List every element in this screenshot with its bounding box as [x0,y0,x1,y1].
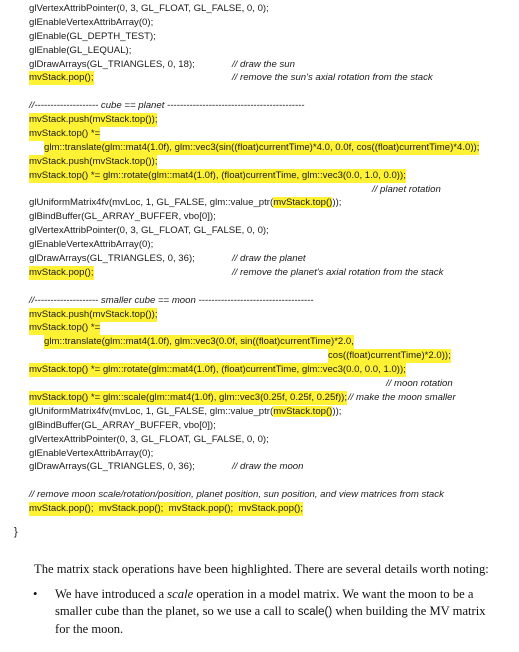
code-line [0,280,519,294]
code-line [0,502,519,516]
code-text: mvStack.top() *= glm::rotate(glm::mat4(1.0f), (float)currentTime, glm::vec3(0.0, 0.0, 1.0)); [29,364,406,376]
code-text: )); [332,197,342,209]
code-line [0,113,519,127]
code-line [0,224,519,238]
code-line [0,474,519,488]
code-text: glm::translate(glm::mat4(1.0f), glm::vec3(sin((float)currentTime)*4.0, 0.0f, cos((float)currentTime)*4.0)); [44,141,480,153]
bullet-text: We have introduced a [55,587,168,601]
code-line [0,127,519,141]
code-line [0,266,519,280]
code-line [0,419,519,433]
code-text: mvStack.top() *= [29,322,101,334]
code-text: glVertexAttribPointer(0, 3, GL_FLOAT, GL_FALSE, 0, 0); [29,433,269,445]
code-line [0,169,519,183]
code-text: glVertexAttribPointer(0, 3, GL_FLOAT, GL_FALSE, 0, 0); [29,3,269,14]
paragraph: The matrix stack operations have been highlighted. There are several details worth noting: [34,562,489,576]
code-text: mvStack.push(mvStack.top()); [29,308,158,320]
code-highlight: mvStack.top() [273,197,333,209]
code-line [0,349,519,363]
code-line [0,155,519,169]
code-text: mvStack.push(mvStack.top()); [29,155,158,167]
code-line [0,308,519,322]
code-line [0,488,519,502]
code-line [0,405,519,419]
code-line [0,460,519,474]
code-line [0,71,519,85]
code-line [0,238,519,252]
code-line [0,44,519,58]
bullet-icon: • [33,587,38,601]
code-comment: // planet rotation [372,183,441,195]
code-line [0,183,519,197]
code-text: glVertexAttribPointer(0, 3, GL_FLOAT, GL_FALSE, 0, 0); [29,225,269,237]
code-line [0,321,519,335]
code-text: mvStack.pop(); [29,72,94,84]
code-comment: // draw the planet [232,253,306,265]
code-text: )); [332,405,342,417]
code-line [0,85,519,99]
code-text: glDrawArrays(GL_TRIANGLES, 0, 36); [29,253,195,265]
code-text: glUniformMatrix4fv(mvLoc, 1, GL_FALSE, glm::value_ptr( [29,405,274,417]
code-text: glDrawArrays(GL_TRIANGLES, 0, 36); [29,461,195,473]
code-text: glm::translate(glm::mat4(1.0f), glm::vec3(0.0f, sin((float)currentTime)*2.0, [44,336,354,348]
code-text: glDrawArrays(GL_TRIANGLES, 0, 18); [29,58,195,70]
code-line [0,30,519,44]
code-line [0,141,519,155]
code-text-group [29,196,341,210]
code-line [0,210,519,224]
code-line [0,294,519,308]
bullet-item [13,586,501,638]
code-line [0,2,519,16]
code-text: mvStack.pop(); mvStack.pop(); mvStack.pop(); mvStack.pop(); [29,503,304,515]
code-line [0,99,519,113]
code-text: mvStack.top() *= [29,128,101,140]
code-line [0,335,519,349]
code-line [0,16,519,30]
code-line [0,447,519,461]
inline-code: scale() [297,606,333,618]
code-text: mvStack.top() *= glm::scale(glm::mat4(1.0f), glm::vec3(0.25f, 0.25f, 0.25f)); [29,391,348,403]
code-line [0,58,519,72]
code-line [0,363,519,377]
code-comment: //-------------------- smaller cube == moon ------------------------------------ [29,294,314,306]
emphasis: scale [167,587,194,601]
code-text: mvStack.pop(); [29,266,94,278]
code-text: mvStack.push(mvStack.top()); [29,114,158,126]
code-line [0,433,519,447]
code-text: glEnableVertexAttribArray(0); [29,16,154,28]
code-comment: // make the moon smaller [348,391,456,403]
code-text-group [29,405,341,419]
code-comment: // remove the planet's axial rotation from the stack [232,266,444,278]
code-listing [0,2,519,516]
code-text: glUniformMatrix4fv(mvLoc, 1, GL_FALSE, glm::value_ptr( [29,197,274,209]
code-comment: // draw the sun [232,58,295,70]
code-comment: //-------------------- cube == planet ------------------------------------------- [29,100,305,112]
code-comment: // remove the sun's axial rotation from the stack [232,72,433,84]
closing-brace: } [14,526,18,538]
code-text: cos((float)currentTime)*2.0)); [328,350,451,362]
code-text: mvStack.top() *= glm::rotate(glm::mat4(1.0f), (float)currentTime, glm::vec3(0.0, 1.0, 0.0)); [29,169,406,181]
code-line [0,377,519,391]
code-line [0,391,519,405]
code-comment: // moon rotation [386,378,453,390]
bullet-text: when building the MV matrix for the moon. [55,604,486,636]
code-text: glEnable(GL_DEPTH_TEST); [29,30,156,42]
code-line [0,196,519,210]
bullet-text: operation in a model matrix. We want the moon to be a smaller cube than the planet, so we use a call to [55,587,474,618]
code-comment: // remove moon scale/rotation/position, planet position, sun position, and view matrices from stack [29,489,444,501]
code-text: glEnableVertexAttribArray(0); [29,447,154,459]
code-text: glBindBuffer(GL_ARRAY_BUFFER, vbo[0]); [29,211,216,223]
code-text: glBindBuffer(GL_ARRAY_BUFFER, vbo[0]); [29,419,216,431]
code-text: glEnable(GL_LEQUAL); [29,44,132,56]
explanation-text [13,561,501,638]
code-text: glEnableVertexAttribArray(0); [29,239,154,251]
code-highlight: mvStack.top() [273,405,333,417]
code-line [0,252,519,266]
code-comment: // draw the moon [232,461,304,473]
